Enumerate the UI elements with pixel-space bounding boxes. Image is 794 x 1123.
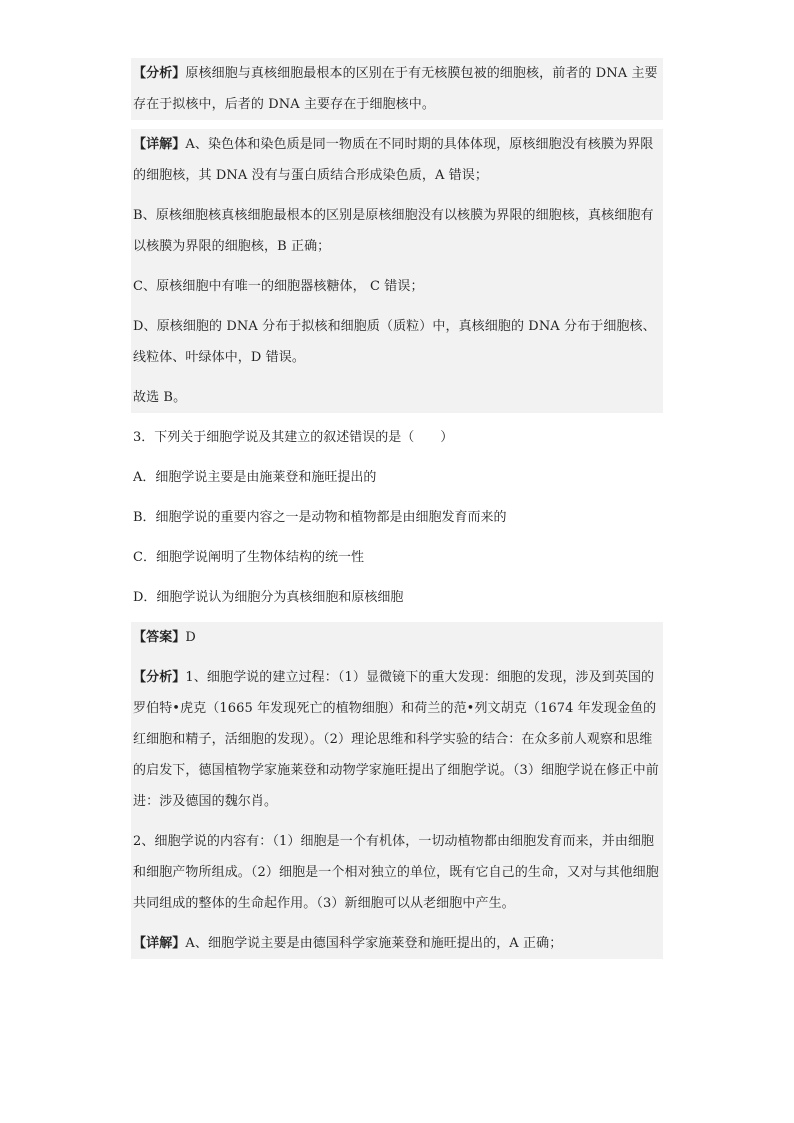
- conclusion-paragraph: 故选 B。: [131, 382, 663, 413]
- answer-paragraph: [131, 622, 663, 653]
- analysis-text: 原核细胞与真核细胞最根本的区别在于有无核膜包被的细胞核，前者的 DNA 主要存在于拟核中，后者的 DNA 主要存在于细胞核中。: [133, 66, 658, 112]
- spacer: [131, 413, 663, 422]
- spacer: [131, 302, 663, 311]
- spacer: [131, 817, 663, 826]
- question-option-d: D．细胞学说认为细胞分为真核细胞和原核细胞: [133, 590, 404, 605]
- spacer: [131, 919, 663, 928]
- detail-paragraph-a: [131, 129, 663, 191]
- question-option-c: C．细胞学说阐明了生物体结构的统一性: [133, 550, 364, 565]
- detail-tag: 【详解】: [133, 137, 186, 152]
- detail-paragraph-d: D、原核细胞的 DNA 分布于拟核和细胞质（质粒）中，真核细胞的 DNA 分布于细胞核、线粒体、叶绿体中，D 错误。: [131, 311, 663, 373]
- spacer: [131, 533, 663, 542]
- detail-text: A、染色体和染色质是同一物质在不同时期的具体体现，原核细胞没有核膜为界限的细胞核，其 DNA 没有与蛋白质结合形成染色质，A 错误；: [133, 137, 654, 183]
- spacer: [131, 373, 663, 382]
- detail-tag: 【详解】: [133, 936, 186, 951]
- question-option-a: A．细胞学说主要是由施莱登和施旺提出的: [133, 470, 377, 485]
- detail-paragraph-3: [131, 928, 663, 959]
- question-option-b: B．细胞学说的重要内容之一是动物和植物都是由细胞发育而来的: [133, 510, 507, 525]
- analysis-tag: 【分析】: [133, 66, 186, 81]
- detail-paragraph-b: B、原核细胞核真核细胞最根本的区别是原核细胞没有以核膜为界限的细胞核，真核细胞有以核膜为界限的细胞核，B 正确；: [131, 200, 663, 262]
- answer-tag: 【答案】: [133, 630, 186, 645]
- analysis-paragraph-3: [131, 662, 663, 817]
- spacer: [131, 613, 663, 622]
- analysis-paragraph-3-2: 2、细胞学说的内容有：（1）细胞是一个有机体，一切动植物都由细胞发育而来，并由细胞和细胞产物所组成。（2）细胞是一个相对独立的单位，既有它自己的生命，又对与其他细胞共同组成的整体的生命起作用。（3）新细胞可以从老细胞中产生。: [131, 826, 663, 919]
- analysis-paragraph-1: [131, 58, 663, 120]
- spacer: [131, 493, 663, 502]
- answer-text: D: [185, 630, 196, 645]
- document-page: [131, 58, 663, 959]
- analysis-tag: 【分析】: [133, 670, 186, 685]
- spacer: [131, 453, 663, 462]
- spacer: [131, 120, 663, 129]
- spacer: [131, 191, 663, 200]
- analysis-text: 1、细胞学说的建立过程：（1）显微镜下的重大发现：细胞的发现，涉及到英国的罗伯特•虎克（1665 年发现死亡的植物细胞）和荷兰的范•列文胡克（1674 年发现金鱼的红细胞和精子，活细胞的发现）。（2）理论思维和科学实验的结合：在众多前人观察和思维的启发下，德国植物学家施莱登和动物学家施旺提出了细胞学说。（3）细胞学说在修正中前进：涉及德国的魏尔肖。: [133, 670, 659, 809]
- question-stem: 3．下列关于细胞学说及其建立的叙述错误的是（ ）: [133, 430, 454, 445]
- spacer: [131, 573, 663, 582]
- detail-text: A、细胞学说主要是由德国科学家施莱登和施旺提出的，A 正确；: [185, 936, 563, 951]
- detail-paragraph-c: C、原核细胞中有唯一的细胞器核糖体， C 错误；: [131, 271, 663, 302]
- spacer: [131, 653, 663, 662]
- spacer: [131, 262, 663, 271]
